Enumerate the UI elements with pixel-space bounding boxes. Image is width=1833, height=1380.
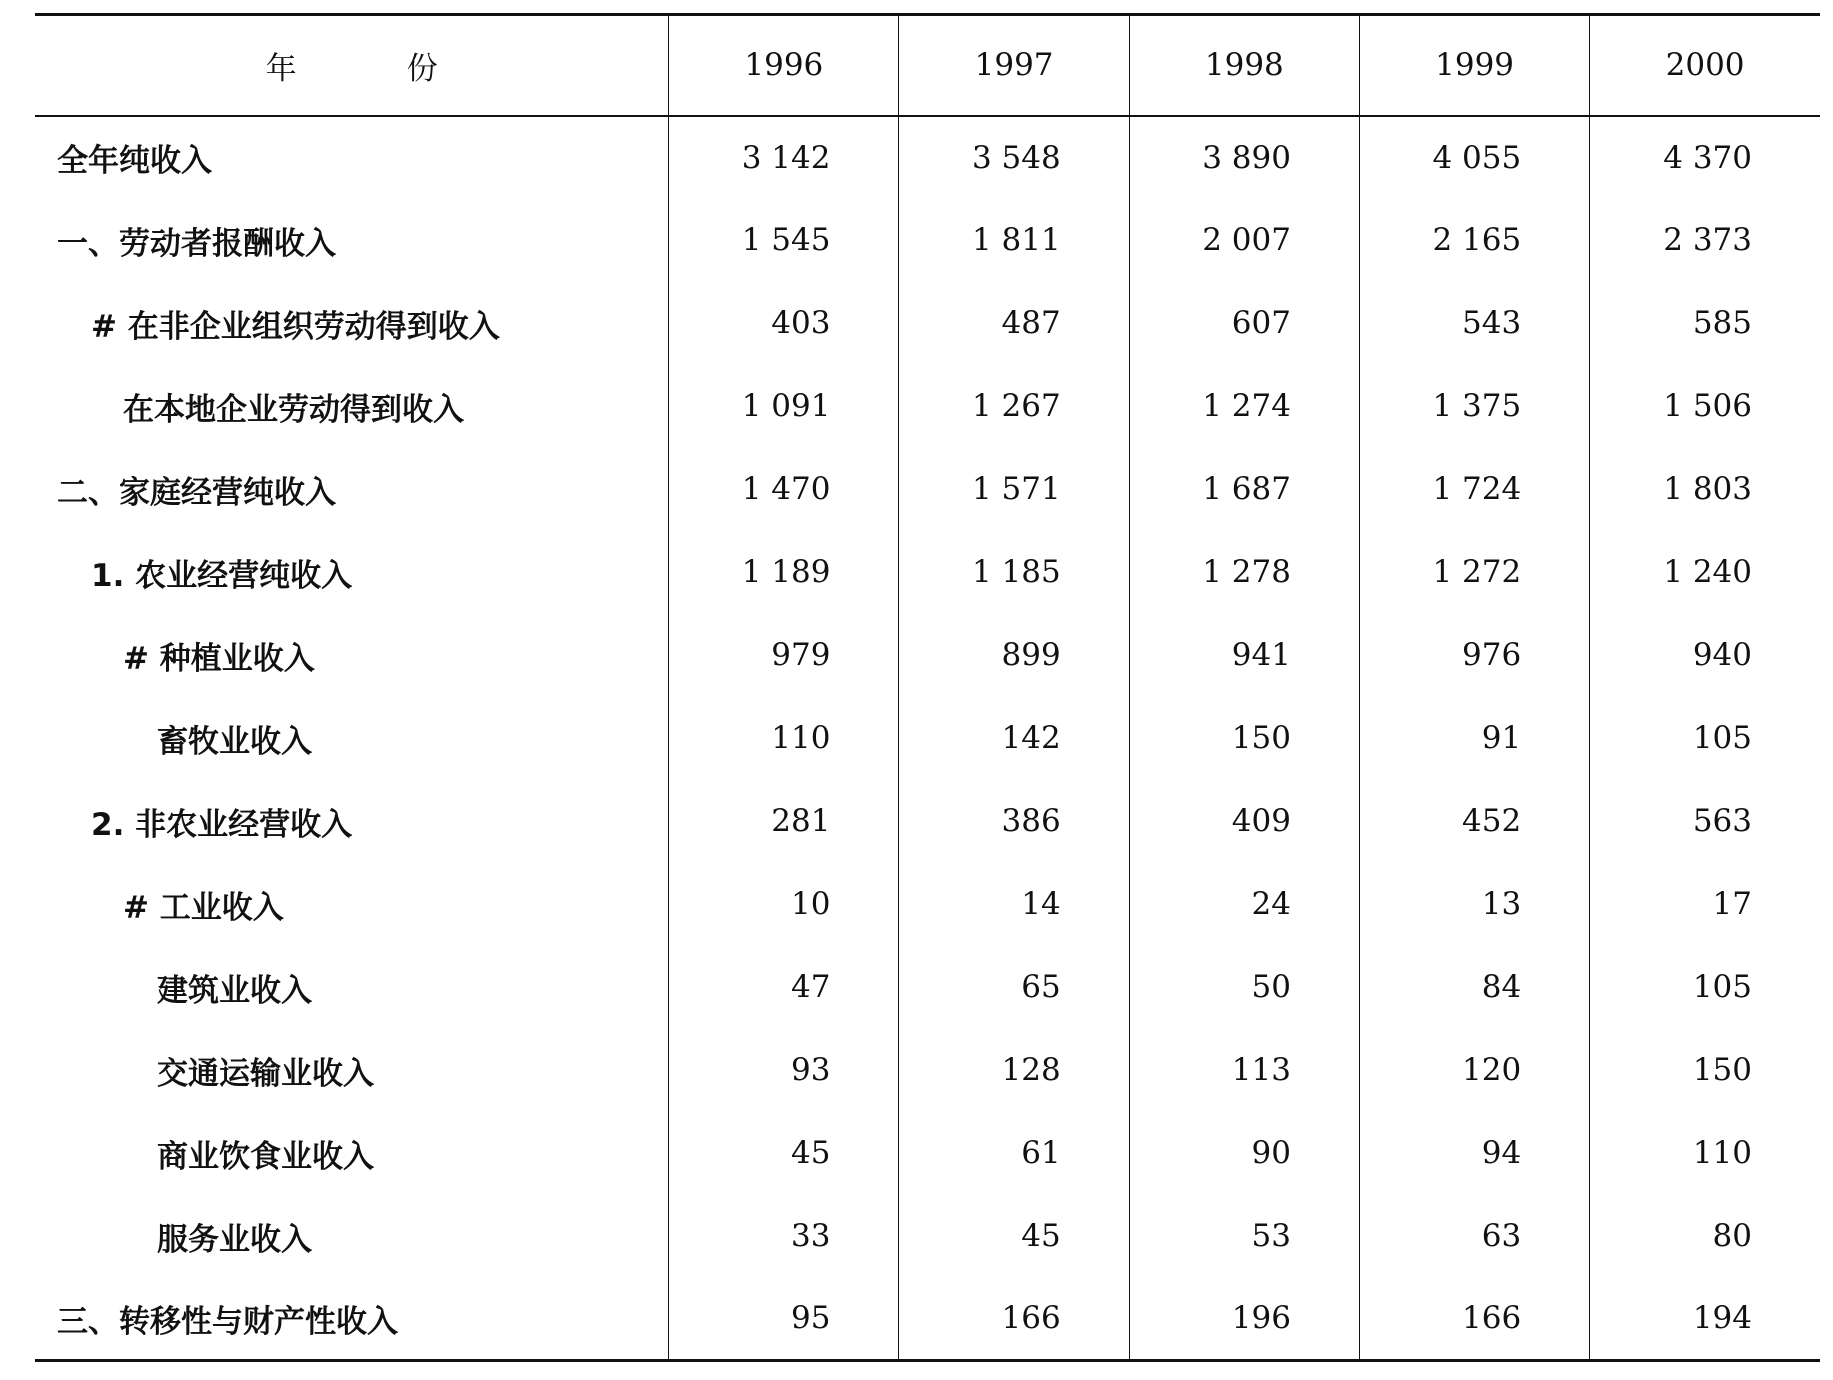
cell-value-2000: 1 803	[1590, 448, 1820, 531]
cell-value-2000: 80	[1590, 1195, 1820, 1278]
cell-value-1998: 941	[1129, 614, 1359, 697]
table-row	[35, 1278, 1820, 1361]
cell-value-1997: 45	[899, 1195, 1129, 1278]
row-label: # 在非企业组织劳动得到收入	[91, 308, 500, 345]
row-label: 服务业收入	[157, 1221, 312, 1258]
header-year-1999: 1999	[1359, 15, 1589, 116]
table-row	[35, 614, 1820, 697]
cell-value-1998: 607	[1129, 282, 1359, 365]
cell-value-1996: 45	[669, 1112, 899, 1195]
cell-value-2000: 563	[1590, 780, 1820, 863]
cell-value-1996: 95	[669, 1278, 899, 1361]
row-label: 1. 农业经营纯收入	[91, 557, 353, 594]
cell-value-1997: 386	[899, 780, 1129, 863]
cell-value-1996: 403	[669, 282, 899, 365]
cell-value-1999: 13	[1359, 863, 1589, 946]
cell-value-1997: 142	[899, 697, 1129, 780]
cell-value-1996: 93	[669, 1029, 899, 1112]
table-row	[35, 780, 1820, 863]
cell-value-1997: 1 267	[899, 365, 1129, 448]
cell-value-2000: 110	[1590, 1112, 1820, 1195]
row-label: 三、转移性与财产性收入	[57, 1303, 398, 1340]
cell-value-1996: 10	[669, 863, 899, 946]
row-label: 畜牧业收入	[157, 723, 312, 760]
cell-value-1998: 1 274	[1129, 365, 1359, 448]
row-label: 在本地企业劳动得到收入	[123, 391, 464, 428]
cell-value-1999: 1 375	[1359, 365, 1589, 448]
table-body	[35, 116, 1820, 1361]
header-year-label	[35, 15, 669, 116]
cell-value-1996: 1 189	[669, 531, 899, 614]
income-table-container	[35, 13, 1820, 1362]
table-row	[35, 1112, 1820, 1195]
row-label: 建筑业收入	[157, 972, 312, 1009]
cell-value-2000: 17	[1590, 863, 1820, 946]
cell-value-1998: 24	[1129, 863, 1359, 946]
cell-value-2000: 1 506	[1590, 365, 1820, 448]
row-label: 商业饮食业收入	[157, 1138, 374, 1175]
cell-value-1997: 61	[899, 1112, 1129, 1195]
header-year-1996: 1996	[669, 15, 899, 116]
cell-value-2000: 2 373	[1590, 199, 1820, 282]
cell-value-1997: 1 571	[899, 448, 1129, 531]
cell-value-1999: 120	[1359, 1029, 1589, 1112]
cell-value-1999: 452	[1359, 780, 1589, 863]
cell-value-1999: 1 724	[1359, 448, 1589, 531]
table-row	[35, 116, 1820, 199]
table-row	[35, 1195, 1820, 1278]
cell-value-2000: 105	[1590, 946, 1820, 1029]
cell-value-2000: 585	[1590, 282, 1820, 365]
table-row	[35, 946, 1820, 1029]
cell-value-1999: 94	[1359, 1112, 1589, 1195]
cell-value-2000: 1 240	[1590, 531, 1820, 614]
cell-value-1998: 50	[1129, 946, 1359, 1029]
cell-value-1997: 1 185	[899, 531, 1129, 614]
header-year-1997: 1997	[899, 15, 1129, 116]
cell-value-1998: 409	[1129, 780, 1359, 863]
cell-value-1998: 53	[1129, 1195, 1359, 1278]
cell-value-1998: 1 278	[1129, 531, 1359, 614]
income-table	[35, 13, 1820, 1362]
header-label-left: 年	[265, 50, 297, 87]
cell-value-1997: 1 811	[899, 199, 1129, 282]
cell-value-1998: 150	[1129, 697, 1359, 780]
cell-value-1996: 1 470	[669, 448, 899, 531]
table-row	[35, 448, 1820, 531]
cell-value-1996: 1 091	[669, 365, 899, 448]
cell-value-1997: 128	[899, 1029, 1129, 1112]
cell-value-1998: 3 890	[1129, 116, 1359, 199]
row-label: # 种植业收入	[123, 640, 315, 677]
row-label: 二、家庭经营纯收入	[57, 474, 336, 511]
cell-value-1998: 2 007	[1129, 199, 1359, 282]
table-row	[35, 282, 1820, 365]
table-header	[35, 15, 1820, 116]
cell-value-1998: 1 687	[1129, 448, 1359, 531]
header-row	[35, 15, 1820, 116]
cell-value-1996: 47	[669, 946, 899, 1029]
cell-value-1996: 110	[669, 697, 899, 780]
cell-value-1999: 166	[1359, 1278, 1589, 1361]
header-year-1998: 1998	[1129, 15, 1359, 116]
cell-value-1999: 91	[1359, 697, 1589, 780]
cell-value-1999: 2 165	[1359, 199, 1589, 282]
cell-value-1997: 487	[899, 282, 1129, 365]
cell-value-1996: 3 142	[669, 116, 899, 199]
cell-value-1999: 976	[1359, 614, 1589, 697]
row-label: 一、劳动者报酬收入	[57, 225, 336, 262]
row-label: 全年纯收入	[57, 143, 212, 179]
cell-value-1997: 166	[899, 1278, 1129, 1361]
cell-value-2000: 105	[1590, 697, 1820, 780]
cell-value-1998: 196	[1129, 1278, 1359, 1361]
row-label: 2. 非农业经营收入	[91, 806, 353, 843]
cell-value-1999: 1 272	[1359, 531, 1589, 614]
cell-value-1999: 84	[1359, 946, 1589, 1029]
cell-value-2000: 940	[1590, 614, 1820, 697]
row-label: # 工业收入	[123, 889, 284, 926]
cell-value-1997: 899	[899, 614, 1129, 697]
header-year-2000: 2000	[1590, 15, 1820, 116]
cell-value-1998: 113	[1129, 1029, 1359, 1112]
table-row	[35, 863, 1820, 946]
cell-value-1999: 543	[1359, 282, 1589, 365]
cell-value-2000: 150	[1590, 1029, 1820, 1112]
cell-value-1999: 63	[1359, 1195, 1589, 1278]
table-row	[35, 365, 1820, 448]
cell-value-1996: 33	[669, 1195, 899, 1278]
header-label-right: 份	[406, 50, 438, 87]
cell-value-1998: 90	[1129, 1112, 1359, 1195]
cell-value-1997: 3 548	[899, 116, 1129, 199]
cell-value-1999: 4 055	[1359, 116, 1589, 199]
cell-value-2000: 194	[1590, 1278, 1820, 1361]
table-row	[35, 199, 1820, 282]
cell-value-1996: 979	[669, 614, 899, 697]
row-label: 交通运输业收入	[157, 1055, 374, 1092]
table-row	[35, 1029, 1820, 1112]
cell-value-1996: 1 545	[669, 199, 899, 282]
table-row	[35, 531, 1820, 614]
table-row	[35, 697, 1820, 780]
cell-value-1997: 65	[899, 946, 1129, 1029]
cell-value-1996: 281	[669, 780, 899, 863]
cell-value-2000: 4 370	[1590, 116, 1820, 199]
cell-value-1997: 14	[899, 863, 1129, 946]
